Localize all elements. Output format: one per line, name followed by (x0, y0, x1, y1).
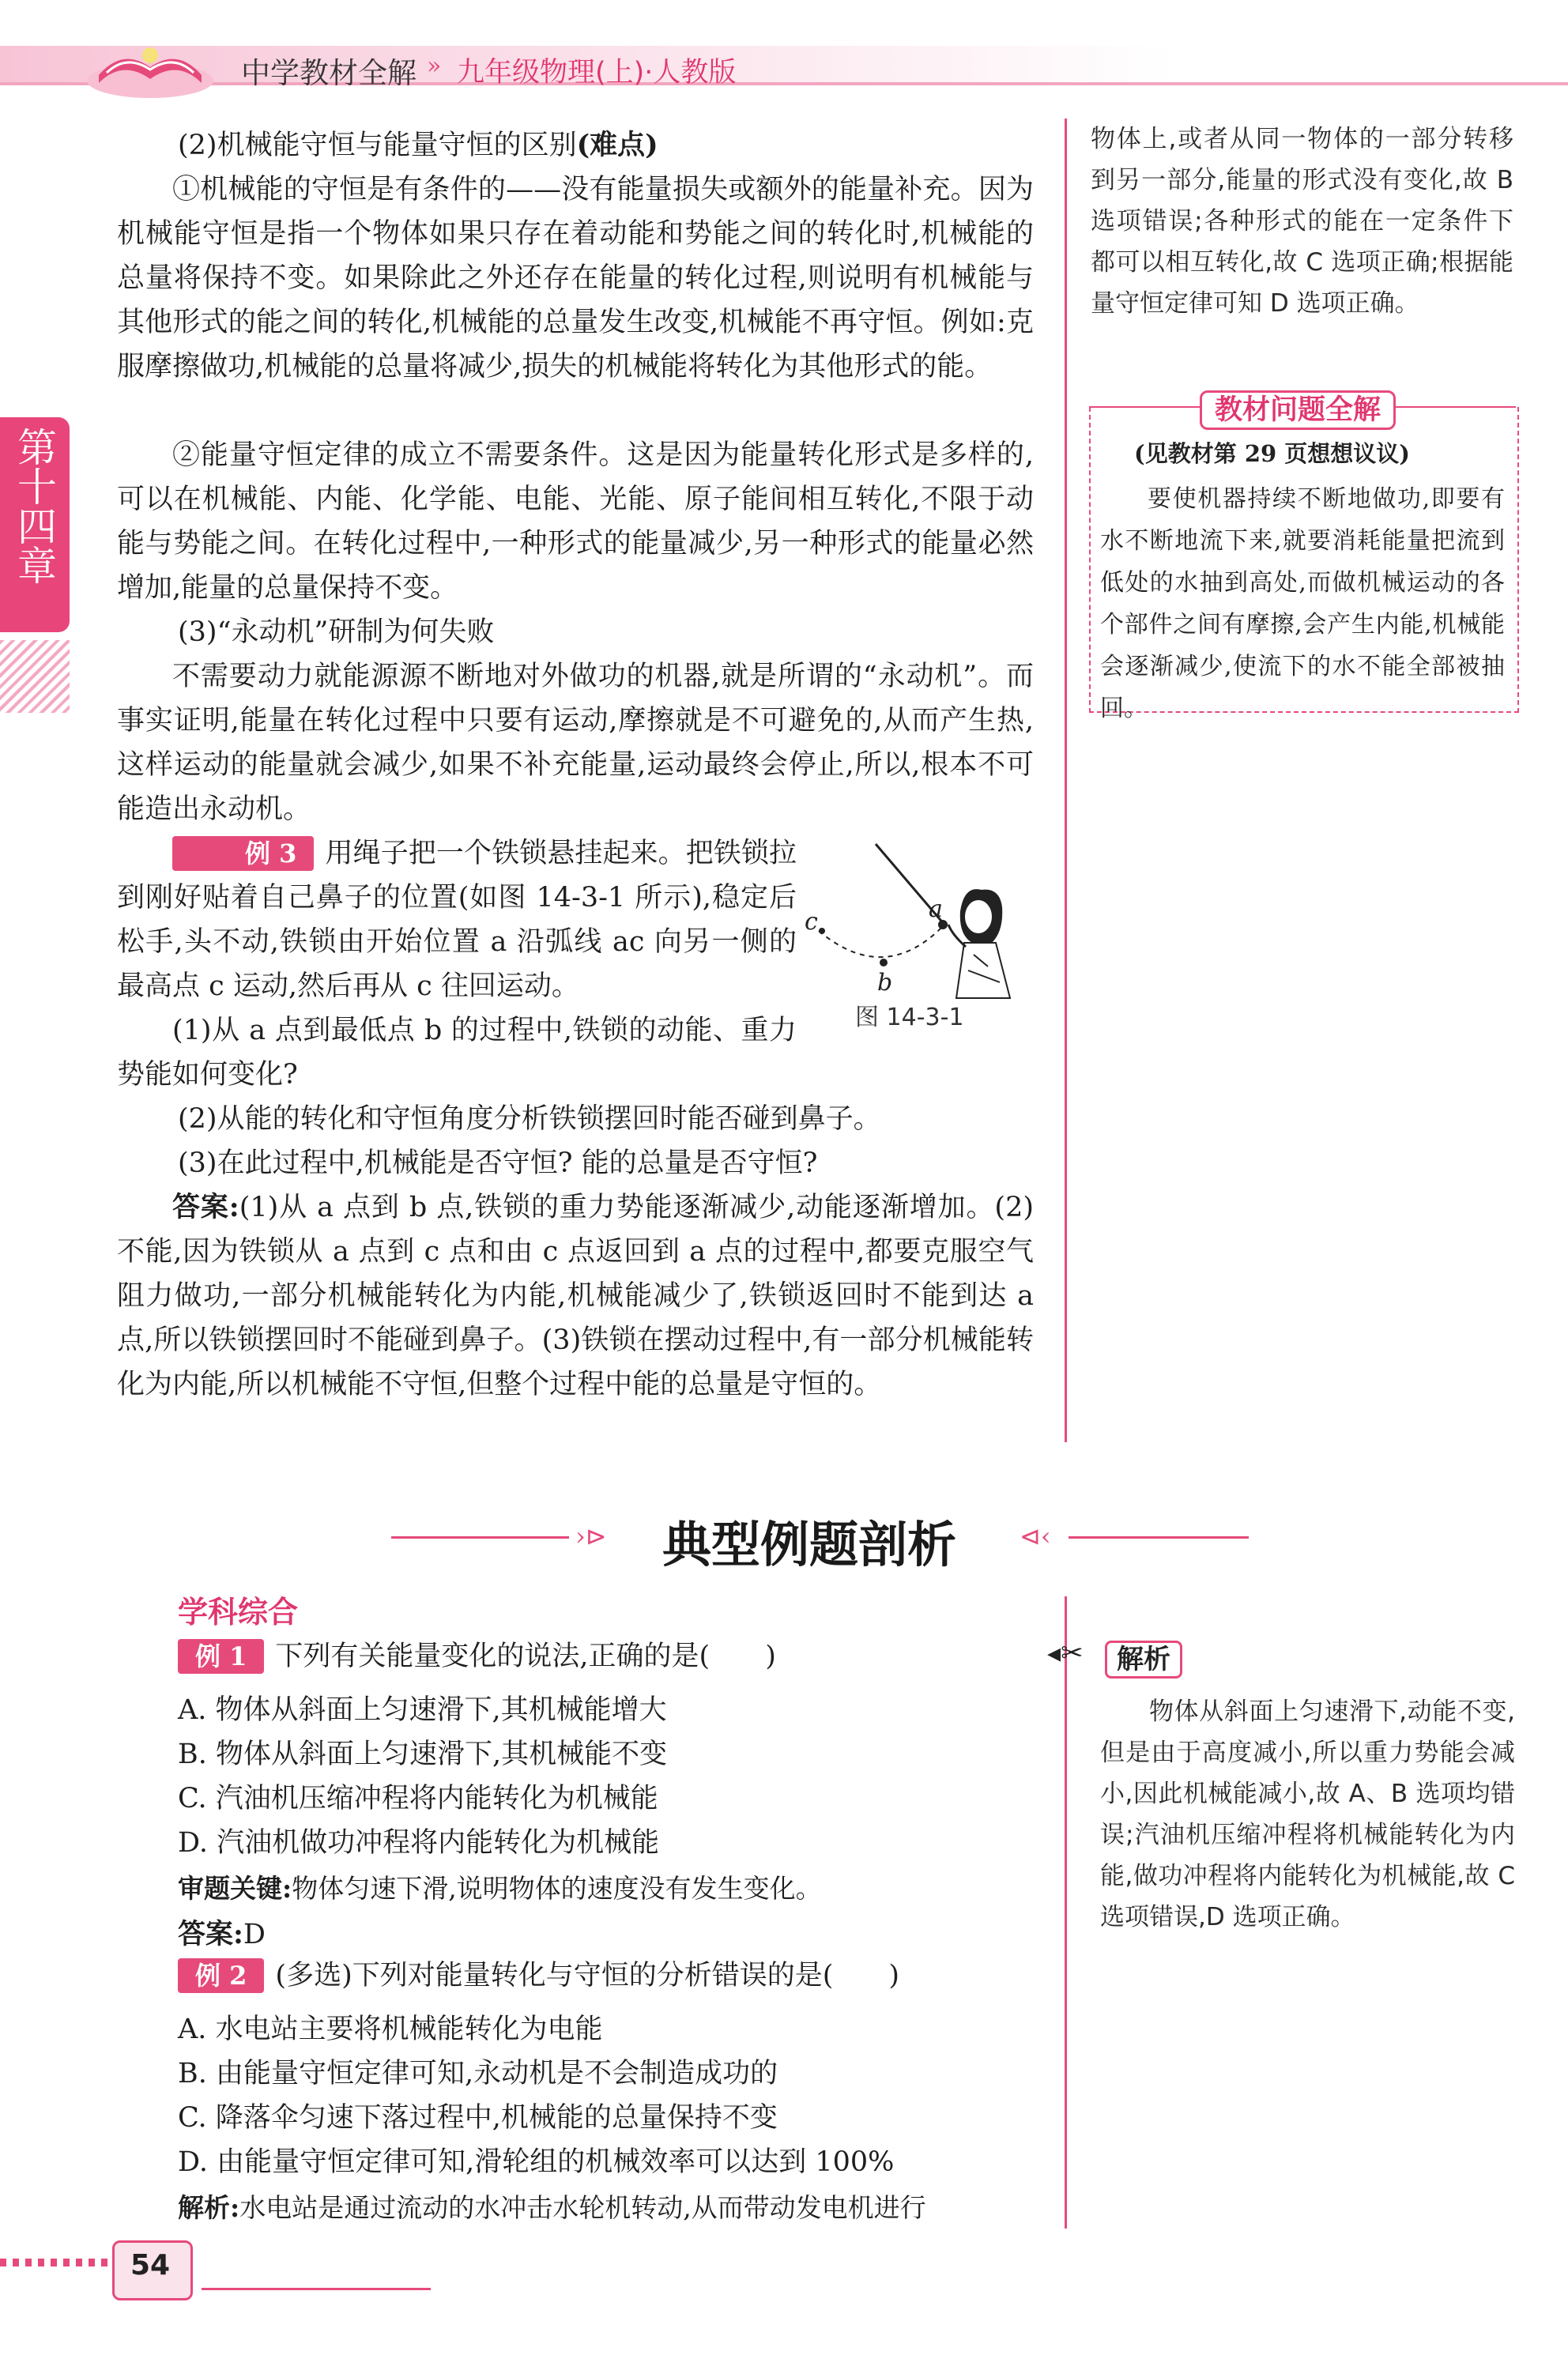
column-divider (1065, 119, 1067, 1442)
example-2-question: 例 2 (多选)下列对能量转化与守恒的分析错误的是( ) (178, 1954, 899, 1998)
girl-icon (948, 889, 1010, 998)
arrow-right-icon: ›⊳ (575, 1521, 607, 1551)
subheading-perpetual-motion: (3)“永动机”研制为何失败 (178, 616, 495, 648)
example-1-option-c: C. 汽油机压缩冲程将内能转化为机械能 (178, 1783, 658, 1814)
header-subject: 九年级物理(上)·人教版 (457, 57, 737, 89)
label-b: b (877, 969, 893, 997)
example-1-label: 例 1 (178, 1639, 264, 1674)
textbook-box-text: 要使机器持续不断地做功,即要有水不断地流下来,就要消耗能量把流到低处的水抽到高处,而做机械运动的各个部件之间有摩擦,会产生内能,机械能会逐渐减少,使流下的水不能全部被抽回。 (1100, 485, 1505, 722)
chapter-tab-label: 第十四章 (11, 427, 57, 585)
textbook-box-title: 教材问题全解 (1200, 390, 1396, 430)
example-2-analysis: 解析:水电站是通过流动的水冲击水轮机转动,从而带动发电机进行 (178, 2192, 926, 2223)
label-a: a (929, 895, 943, 923)
subsection-title: 学科综合 (178, 1595, 299, 1630)
subheading-mech-energy: (2)机械能守恒与能量守恒的区别(难点) (178, 129, 658, 161)
page-number: 54 (130, 2249, 171, 2281)
column-divider-bottom (1065, 1596, 1067, 2229)
example-3-label: 例 3 (172, 836, 314, 871)
footer-rule (202, 2288, 431, 2290)
answer-label: 答案: (172, 1191, 239, 1223)
example-2-option-c: C. 降落伞匀速下落过程中,机械能的总量保持不变 (178, 2102, 778, 2134)
example-1-option-b: B. 物体从斜面上匀速滑下,其机械能不变 (178, 1739, 668, 1770)
chevron-right-icon: » (427, 52, 442, 80)
example-2-option-d: D. 由能量守恒定律可知,滑轮组的机械效率可以达到 100% (178, 2146, 895, 2178)
section-rule-left (391, 1536, 569, 1539)
question-1: (1)从 a 点到最低点 b 的过程中,铁锁的动能、重力势能如何变化? (117, 1015, 797, 1091)
chapter-tab-stripes (0, 640, 70, 713)
example-3-text: 例 3 用绳子把一个铁锁悬挂起来。把铁锁拉到刚好贴着自己鼻子的位置(如图 14-3-1 所示),稳定后松手,头不动,铁锁由开始位置 a 沿弧线 ac 向另一侧的最高点 c 运动,然后再从 c 往回运动。 (117, 838, 797, 1002)
example-1-option-d: D. 汽油机做功冲程将内能转化为机械能 (178, 1827, 660, 1859)
pendulum-figure (798, 828, 1051, 1002)
section-rule-right (1069, 1536, 1249, 1539)
label-c: c (805, 908, 818, 936)
example-1-key: 审题关键:物体匀速下滑,说明物体的速度没有发生变化。 (178, 1873, 822, 1904)
paragraph-energy-conservation: ②能量守恒定律的成立不需要条件。这是因为能量转化形式是多样的,可以在机械能、内能、化学能、电能、光能、原子能间相互转化,不限于动能与势能之间。在转化过程中,一种形式的能量减少,另一种形式的能量必然增加,能量的总量保持不变。 (117, 439, 1034, 604)
example-3-answer: 答案:(1)从 a 点到 b 点,铁锁的重力势能逐渐减少,动能逐渐增加。(2)不能,因为铁锁从 a 点到 c 点和由 c 点返回到 a 点的过程中,都要克服空气阻力做功,一部分机械能转化为内能,机械能减少了,铁锁返回时不能到达 a 点,所以铁锁摆回时不能碰到鼻子。(3)铁锁在摆动过程中,有一部分机械能转化为内能,所以机械能不守恒,但整个过程中能的总量是守恒的。 (117, 1191, 1035, 1400)
question-3: (3)在此过程中,机械能是否守恒? 能的总量是否守恒? (178, 1147, 818, 1179)
right-continuation: 物体上,或者从同一物体的一部分转移到另一部分,能量的形式没有变化,故 B 选项错误;各种形式的能在一定条件下都可以相互转化,故 C 选项正确;根据能量守恒定律可知 D 选项正确。 (1091, 125, 1513, 318)
footer-dots (0, 2259, 111, 2266)
example-1-question: 例 1 下列有关能量变化的说法,正确的是( ) (178, 1634, 776, 1679)
example-2-option-b: B. 由能量守恒定律可知,永动机是不会制造成功的 (178, 2058, 778, 2089)
analysis-box-text: 物体从斜面上匀速滑下,动能不变,但是由于高度减小,所以重力势能会减小,因此机械能减小,故 A、B 选项均错误;汽油机压缩冲程将机械能转化为内能,做功冲程将内能转化为机械能,故 C 选项错误,D 选项正确。 (1100, 1697, 1515, 1931)
book-logo-icon (83, 32, 217, 103)
question-2: (2)从能的转化和守恒角度分析铁锁摆回时能否碰到鼻子。 (178, 1103, 881, 1135)
analysis-box-title: 解析 (1105, 1641, 1182, 1679)
header-band (0, 46, 1568, 82)
section-title: 典型例题剖析 (662, 1516, 957, 1573)
example-2-label: 例 2 (178, 1958, 264, 1993)
figure-caption: 图 14-3-1 (855, 1004, 964, 1031)
example-1-answer: 答案:D (178, 1918, 266, 1950)
example-1-option-a: A. 物体从斜面上匀速滑下,其机械能增大 (178, 1694, 667, 1726)
textbook-box-subtitle: (见教材第 29 页想想议议) (1134, 440, 1410, 467)
paragraph-conservation-condition: ①机械能的守恒是有条件的——没有能量损失或额外的能量补充。因为机械能守恒是指一个物体如果只存在着动能和势能之间的转化时,机械能的总量将保持不变。如果除此之外还存在能量的转化过程,则说明有机械能与其他形式的能之间的转化,机械能的总量发生改变,机械能不再守恒。例如:克服摩擦做功,机械能的总量将减少,损失的机械能将转化为其他形式的能。 (117, 174, 1034, 382)
example-2-option-a: A. 水电站主要将机械能转化为电能 (178, 2014, 603, 2045)
header-ribbon (0, 82, 1568, 85)
scissors-icon: ◂✂ (1047, 1637, 1084, 1669)
header-series: 中学教材全解 (241, 56, 416, 90)
paragraph-perpetual-motion: 不需要动力就能源源不断地对外做功的机器,就是所谓的“永动机”。而事实证明,能量在转化过程中只要有运动,摩擦就是不可避免的,从而产生热,这样运动的能量就会减少,如果不补充能量,运动最终会停止,所以,根本不可能造出永动机。 (117, 661, 1034, 825)
arrow-left-icon: ⊲‹ (1020, 1521, 1051, 1551)
